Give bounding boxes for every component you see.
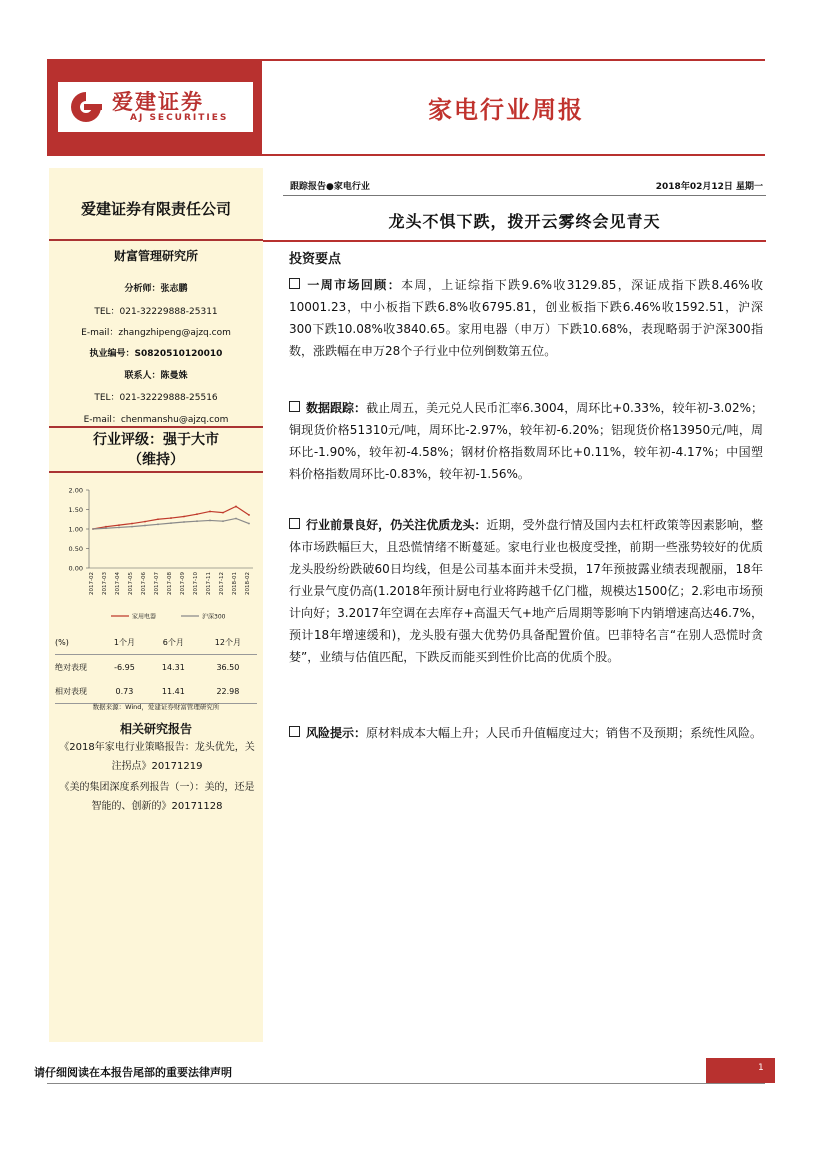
x-tick-label: 2017-08 — [167, 572, 173, 595]
paragraph-heading: 风险提示： — [306, 726, 367, 740]
paragraph-body: 近期，受外盘行情及国内去杠杆政策等因素影响，整体市场跌幅巨大，且恐慌情绪不断蔓延。家电行业也极度受挫，前期一些涨势较好的优质龙头股纷纷跌破60日均线，但是公司基本面并未受损，17年预披露业绩表现靓丽，18年行业景气度仍高(1.2018年预计厨电行业将跨越千亿门槛，规模达1500亿；2.彩电市场预计向好；3.2017年空调在去库存+高温天气+地产后周期等影响下内销增速高达46.7%，预计18年增速缓和)，龙头股有强大优势仍具备配置价值。巴菲特名言“在别人恐慌时贪婪”，业绩与估值匹配，下跌反而能买到性价比高的优质个股。 — [289, 518, 763, 664]
paragraph-heading: 一周市场回顾： — [306, 278, 402, 292]
table-cell: -6.95 — [114, 662, 135, 672]
paragraph-market-review — [289, 274, 763, 362]
footer-rule — [47, 1083, 765, 1084]
data-source: 数据来源：Wind，爱建证券财富管理研究所 — [92, 703, 220, 711]
data-point — [222, 512, 224, 514]
x-tick-label: 2017-07 — [154, 572, 160, 595]
paragraph-body: 截止周五，美元兑人民币汇率6.3004，周环比+0.33%，较年初-3.02%；铜现货价格51310元/吨，周环比-2.97%，较年初-6.20%；铝现货价格13950元/吨，周环比-1.90%，较年初-4.58%；钢材价格指数周环比+0.11%，较年初-4.17%；中国塑料价格指数周环比-0.83%，较年初-1.56%。 — [289, 401, 763, 481]
legend-label: 家用电器 — [132, 613, 157, 621]
rating-line-1: 行业评级：强于大市 — [93, 432, 219, 448]
report-type: 跟踪报告●家电行业 — [290, 182, 370, 192]
paragraph-data-tracking — [289, 397, 763, 485]
performance-chart — [51, 476, 261, 626]
table-cell: 36.50 — [216, 662, 240, 672]
data-point — [222, 520, 224, 522]
data-point — [248, 514, 250, 516]
data-point — [157, 523, 159, 525]
table-header-row — [55, 630, 257, 655]
table-cell: 11.41 — [148, 679, 199, 704]
page-number: 1 — [758, 1063, 764, 1073]
x-tick-label: 2017-11 — [206, 572, 212, 595]
table-header-cell: (%) — [55, 630, 101, 655]
table-header-cell: 6个月 — [148, 630, 199, 655]
data-point — [209, 520, 211, 522]
y-tick-label: 0.00 — [68, 564, 83, 573]
data-point — [183, 516, 185, 518]
sidebar-divider — [49, 239, 263, 241]
x-tick-label: 2017-03 — [102, 572, 108, 595]
data-point — [144, 525, 146, 527]
data-point — [170, 522, 172, 524]
contact-email: E-mail：chenmanshu@ajzq.com — [83, 415, 229, 425]
sidebar — [49, 168, 263, 1042]
y-tick-label: 2.00 — [68, 486, 83, 495]
x-tick-label: 2017-04 — [115, 572, 121, 595]
x-tick-label: 2017-02 — [89, 572, 95, 595]
paragraph-body: 本周，上证综指下跌9.6%收3129.85，深证成指下跌8.46%收10001.23，中小板指下跌6.8%收6795.81，创业板指下跌6.46%收1592.51，沪深300下跌10.08%收3840.65。家用电器（申万）下跌10.68%，表现略弱于沪深300指数，涨跌幅在申万28个子行业中位列倒数第五位。 — [289, 278, 763, 358]
paragraph-industry-outlook — [289, 514, 763, 668]
header-bottom-rule — [262, 154, 765, 156]
analyst-email: E-mail：zhangzhipeng@ajzq.com — [81, 328, 231, 338]
sidebar-divider — [49, 471, 263, 473]
data-point — [196, 513, 198, 515]
legend-label: 沪深300 — [202, 613, 226, 621]
data-point — [131, 526, 133, 528]
table-cell: 22.98 — [199, 679, 257, 704]
data-point — [183, 521, 185, 523]
x-tick-label: 2018-02 — [245, 572, 251, 595]
data-point — [248, 523, 250, 525]
data-point — [196, 520, 198, 522]
data-point — [131, 523, 133, 525]
data-point — [144, 521, 146, 523]
data-point — [157, 518, 159, 520]
company-logo-icon — [68, 90, 104, 124]
sidebar-divider — [49, 426, 263, 428]
industry-rating — [49, 430, 263, 470]
company-name: 爱建证券有限责任公司 — [80, 200, 231, 218]
x-tick-label: 2017-10 — [193, 572, 199, 595]
x-tick-label: 2017-06 — [141, 572, 147, 595]
checkbox-bullet-icon — [289, 401, 300, 412]
related-report-link[interactable]: 《美的集团深度系列报告（一）：美的，还是智能的、创新的》20171128 — [59, 782, 255, 812]
analyst-name: 分析师：张志鹏 — [124, 284, 188, 294]
checkbox-bullet-icon — [289, 278, 300, 289]
page-number-box — [706, 1058, 775, 1083]
related-report-link[interactable]: 《2018年家电行业策略报告：龙头优先，关注拐点》20171219 — [59, 742, 255, 772]
data-point — [105, 527, 107, 529]
data-point — [235, 505, 237, 507]
x-tick-label: 2017-09 — [180, 572, 186, 595]
table-header-cell: 1个月 — [101, 630, 148, 655]
y-tick-label: 1.50 — [68, 506, 83, 514]
header-top-rule — [262, 59, 765, 61]
x-tick-label: 2018-01 — [232, 572, 238, 595]
data-point — [105, 526, 107, 528]
table-row — [55, 655, 257, 680]
contact-tel: TEL：021-32229888-25516 — [94, 393, 218, 403]
contact-name: 联系人：陈曼姝 — [124, 371, 188, 381]
paragraph-risk-warning — [289, 722, 763, 744]
y-tick-label: 1.00 — [68, 525, 83, 534]
report-date: 2018年02月12日 星期一 — [655, 182, 763, 192]
table-cell: 0.73 — [101, 679, 148, 704]
logo-english: AJ SECURITIES — [130, 113, 229, 123]
data-point — [235, 518, 237, 520]
table-cell: 相对表现 — [55, 679, 101, 704]
checkbox-bullet-icon — [289, 518, 300, 529]
title-rule — [263, 240, 766, 242]
checkbox-bullet-icon — [289, 726, 300, 737]
section-title: 投资要点 — [289, 252, 342, 267]
table-row — [55, 679, 257, 704]
performance-table — [55, 630, 257, 704]
meta-rule — [283, 195, 766, 196]
department-name: 财富管理研究所 — [113, 249, 198, 263]
rating-line-2: （维持） — [128, 452, 184, 468]
table-header-cell: 12个月 — [199, 630, 257, 655]
related-reports-title: 相关研究报告 — [119, 722, 192, 736]
paragraph-body: 原材料成本大幅上升；人民币升值幅度过大；销售不及预期；系统性风险。 — [366, 726, 763, 740]
license-number: 执业编号：S0820510120010 — [89, 349, 223, 359]
logo-chinese: 爱建证券 — [112, 90, 204, 114]
data-point — [118, 527, 120, 529]
paragraph-heading: 行业前景良好，仍关注优质龙头： — [306, 518, 487, 532]
data-point — [209, 511, 211, 513]
paragraph-heading: 数据跟踪： — [306, 401, 367, 415]
y-tick-label: 0.50 — [68, 545, 83, 553]
data-point — [170, 517, 172, 519]
report-series-title: 家电行业周报 — [428, 96, 584, 124]
table-cell: 绝对表现 — [55, 662, 87, 672]
data-point — [118, 524, 120, 526]
report-title: 龙头不惧下跌，拨开云雾终会见青天 — [388, 212, 661, 231]
x-tick-label: 2017-05 — [128, 572, 134, 595]
legal-notice: 请仔细阅读在本报告尾部的重要法律声明 — [34, 1066, 232, 1079]
table-cell: 14.31 — [161, 662, 185, 672]
data-point — [92, 528, 94, 530]
analyst-tel: TEL：021-32229888-25311 — [94, 307, 218, 317]
x-tick-label: 2017-12 — [219, 572, 225, 595]
